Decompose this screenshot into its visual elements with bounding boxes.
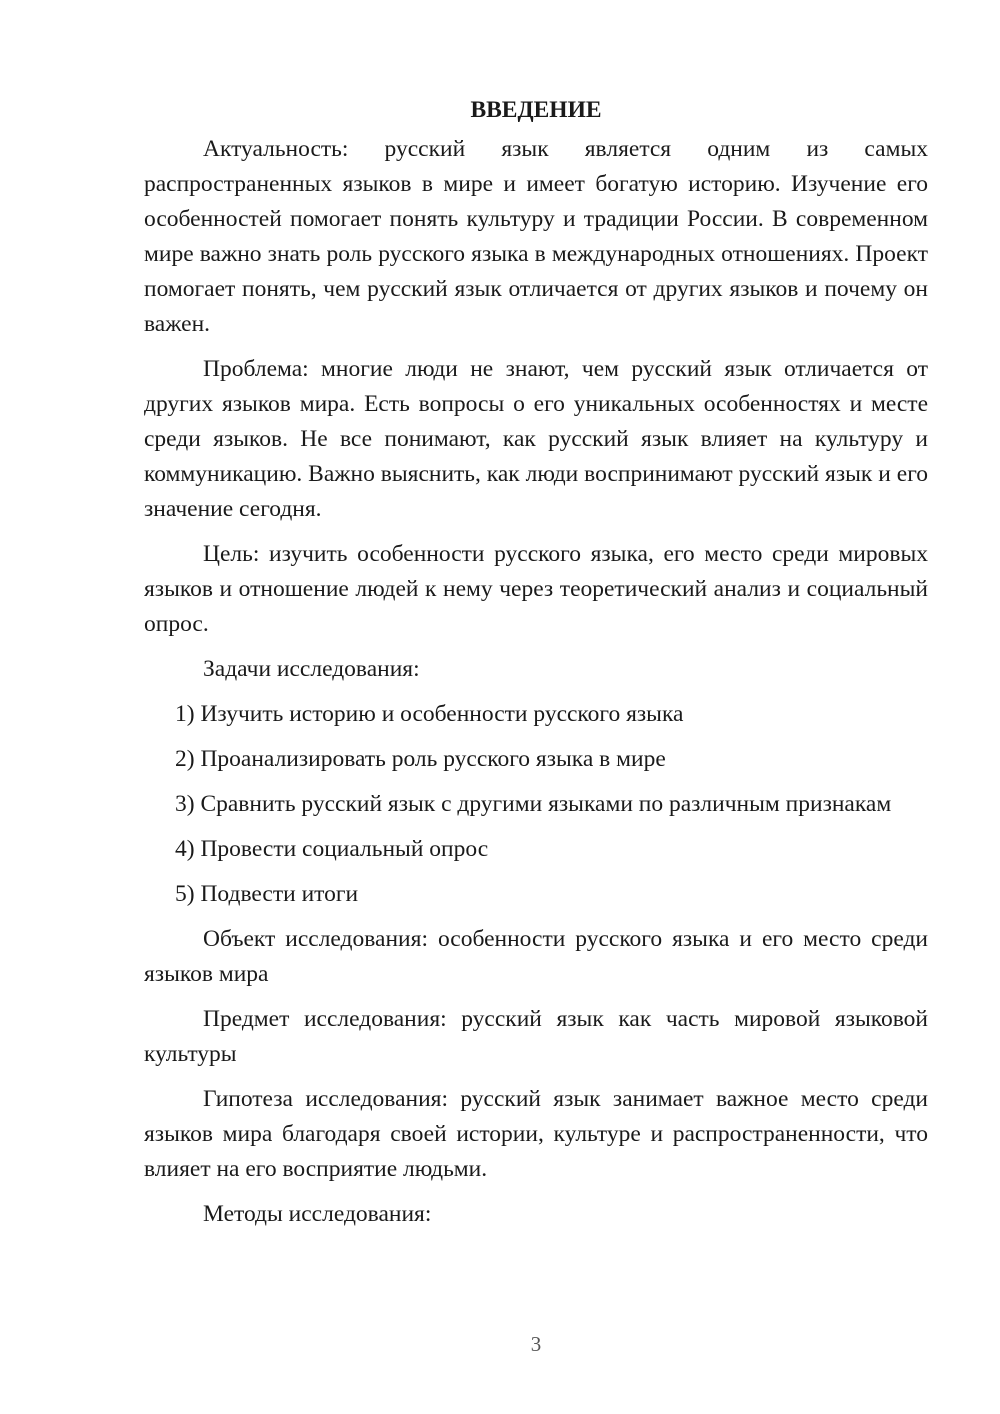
relevance-paragraph: Актуальность: русский язык является одним из самых распространенных языков в мире и имеет богатую историю. Изучение его особенностей помогает понять культуру и традиции России. В современном мире важно знать роль русского языка в международных отношениях. Проект помогает понять, чем русский язык отличается от других языков и почему он важен. bbox=[144, 136, 928, 337]
hypothesis-paragraph: Гипотеза исследования: русский язык занимает важное место среди языков мира благодаря своей истории, культуре и распространенности, что влияет на его восприятие людьми. bbox=[144, 1086, 928, 1182]
goal-paragraph: Цель: изучить особенности русского языка, его место среди мировых языков и отношение людей к нему через теоретический анализ и социальный опрос. bbox=[144, 541, 928, 637]
object-paragraph: Объект исследования: особенности русского языка и его место среди языков мира bbox=[144, 926, 928, 987]
tasks-heading: Задачи исследования: bbox=[203, 656, 420, 682]
methods-heading: Методы исследования: bbox=[203, 1201, 432, 1227]
problem-paragraph: Проблема: многие люди не знают, чем русский язык отличается от других языков мира. Есть вопросы о его уникальных особенностях и месте среди языков. Не все понимают, как русский язык влияет на культуру и коммуникацию. Важно выяснить, как люди воспринимают русский язык и его значение сегодня. bbox=[144, 356, 928, 522]
section-title: ВВЕДЕНИЕ bbox=[470, 97, 602, 123]
task-item: 2) Проанализировать роль русского языка в мире bbox=[175, 746, 666, 772]
page-number: 3 bbox=[530, 1332, 542, 1356]
task-item: 4) Провести социальный опрос bbox=[175, 836, 489, 862]
task-item: 3) Сравнить русский язык с другими языками по различным признакам bbox=[175, 791, 892, 817]
task-item: 1) Изучить историю и особенности русского языка bbox=[175, 701, 684, 727]
task-item: 5) Подвести итоги bbox=[175, 881, 359, 907]
subject-paragraph: Предмет исследования: русский язык как часть мировой языковой культуры bbox=[144, 1006, 928, 1067]
document-body bbox=[144, 88, 928, 1242]
